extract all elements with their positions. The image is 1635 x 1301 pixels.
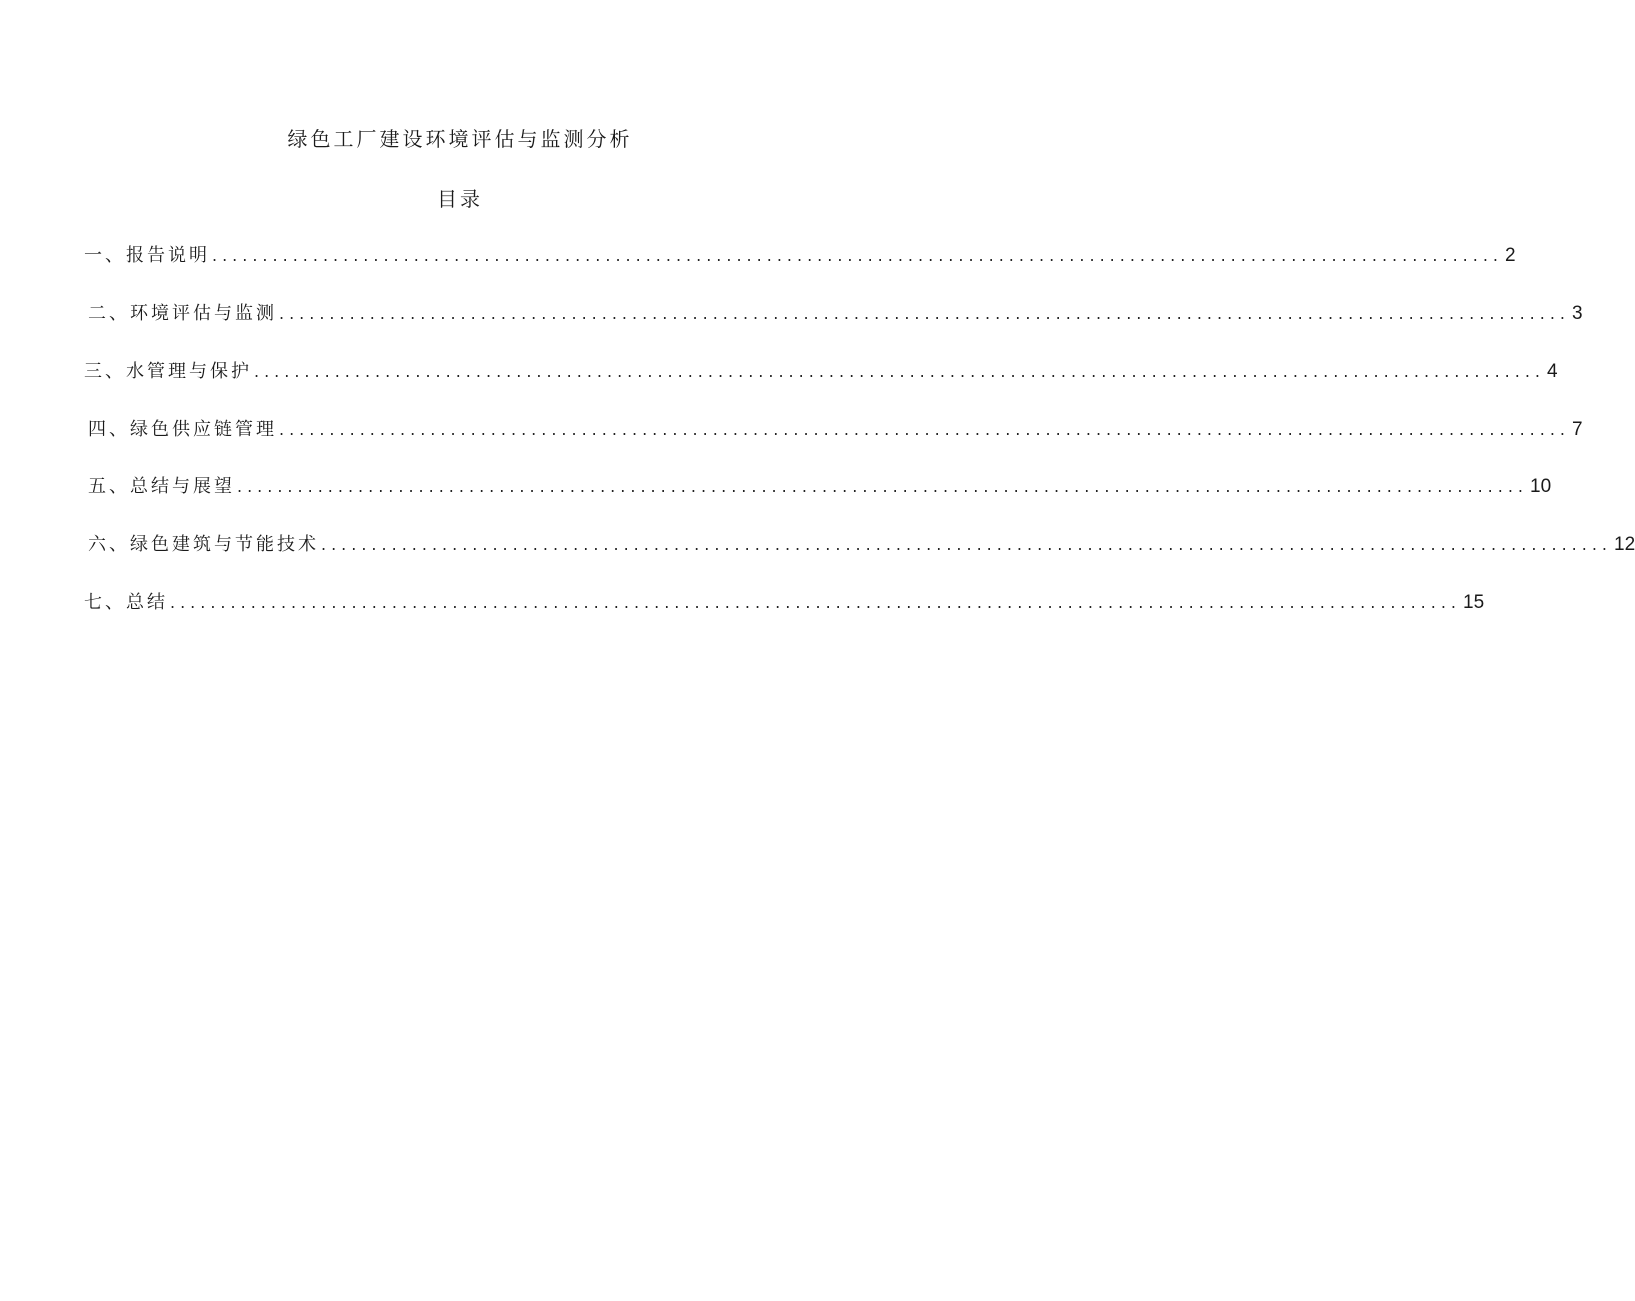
dot-leader: ................................................................................................................................ <box>212 246 1503 265</box>
toc-entry-page-number: 7 <box>1572 419 1583 440</box>
toc-entry-label: 五、总结与展望 <box>88 476 235 497</box>
toc-entry-3[interactable] <box>84 359 1558 385</box>
dot-leader: ................................................................................................................................ <box>321 535 1612 554</box>
toc-entry-4[interactable] <box>88 417 1583 443</box>
document-title: 绿色工厂建设环境评估与监测分析 <box>287 127 633 151</box>
toc-entry-page-number: 15 <box>1463 592 1485 613</box>
toc-entry-label: 六、绿色建筑与节能技术 <box>88 534 319 555</box>
toc-entry-6[interactable] <box>88 532 1635 558</box>
dot-leader: ................................................................................................................................ <box>237 477 1528 496</box>
dot-leader: ................................................................................................................................ <box>170 593 1461 612</box>
toc-entry-page-number: 2 <box>1505 245 1516 266</box>
toc-entry-1[interactable] <box>84 243 1516 269</box>
toc-entry-label: 七、总结 <box>84 592 168 613</box>
toc-entry-7[interactable] <box>84 590 1485 616</box>
dot-leader: ................................................................................................................................ <box>279 304 1570 323</box>
toc-heading: 目录 <box>437 187 483 211</box>
toc-entry-page-number: 3 <box>1572 303 1583 324</box>
toc-entry-label: 一、报告说明 <box>84 245 210 266</box>
toc-entry-page-number: 12 <box>1614 534 1635 555</box>
toc-entry-page-number: 10 <box>1530 476 1552 497</box>
toc-entry-page-number: 4 <box>1547 361 1558 382</box>
dot-leader: ................................................................................................................................ <box>254 362 1545 381</box>
toc-entry-label: 二、环境评估与监测 <box>88 303 277 324</box>
toc-entry-2[interactable] <box>88 301 1583 327</box>
toc-entry-label: 四、绿色供应链管理 <box>88 419 277 440</box>
toc-entry-5[interactable] <box>88 474 1552 500</box>
toc-entry-label: 三、水管理与保护 <box>84 361 252 382</box>
dot-leader: ................................................................................................................................ <box>279 420 1570 439</box>
